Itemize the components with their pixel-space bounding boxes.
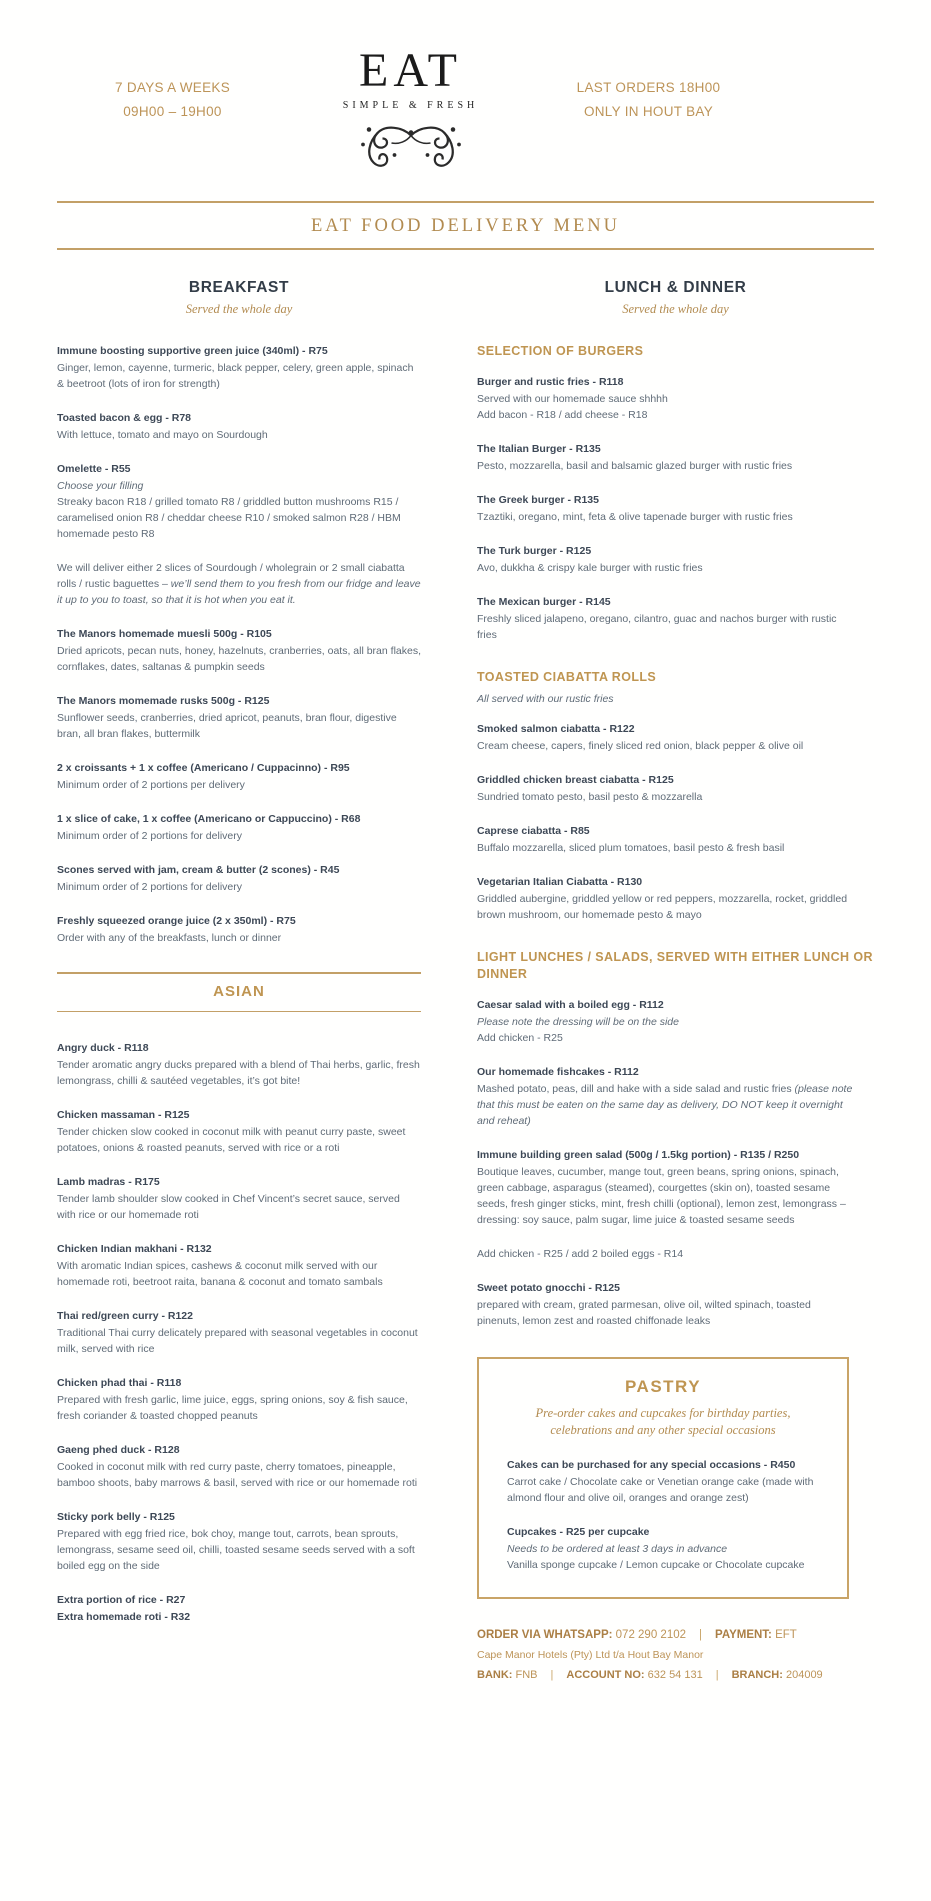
item-title: Thai red/green curry - R122 (57, 1310, 193, 1322)
menu-item (477, 1064, 855, 1129)
item-description: Streaky bacon R18 / grilled tomato R8 / griddled button mushrooms R15 / caramelised onion R8 / cheddar cheese R10 / smoked salmon R28 / HBM homemade pesto R8 (57, 496, 401, 540)
menu-columns (57, 280, 874, 1685)
menu-item (57, 1592, 421, 1625)
divider-rule-bottom (57, 248, 874, 250)
breakfast-section-header (57, 280, 421, 317)
branch-label: BRANCH: (731, 1669, 783, 1681)
pastry-box (477, 1357, 849, 1599)
page-title: EAT FOOD DELIVERY MENU (310, 216, 621, 236)
item-title: Angry duck - R118 (57, 1042, 149, 1054)
pastry-intro: Pre-order cakes and cupcakes for birthday parties, celebrations and any other special occasions (535, 1406, 791, 1437)
account-value: 632 54 131 (647, 1669, 703, 1681)
item-description: Carrot cake / Chocolate cake or Venetian orange cake (made with almond flour and olive oil, oranges and orange zest) (507, 1476, 814, 1504)
asian-section-header (57, 972, 421, 1012)
footer (477, 1625, 874, 1685)
item-title: Caesar salad with a boiled egg - R112 (477, 999, 664, 1011)
lunch-dinner-heading: LUNCH & DINNER (604, 279, 747, 296)
lunch-dinner-subtitle: Served the whole day (622, 302, 729, 316)
item-description: Freshly sliced jalapeno, oregano, cilantro, guac and nachos burger with rustic fries (477, 613, 837, 641)
item-description: Add chicken - R25 (477, 1032, 563, 1044)
item-description: With aromatic Indian spices, cashews & coconut milk served with our homemade roti, beetroot raita, banana & coconut and tomato sambals (57, 1260, 383, 1288)
item-description: Traditional Thai curry delicately prepared with seasonal vegetables in coconut milk, served with rice (57, 1327, 418, 1355)
opening-times: 09H00 – 19H00 (123, 104, 222, 119)
menu-item (57, 1375, 421, 1424)
footer-separator: | (715, 1669, 719, 1681)
item-description: Minimum order of 2 portions for delivery (57, 830, 242, 842)
item-description: Tender aromatic angry ducks prepared with a blend of Thai herbs, garlic, fresh lemongrass, chilli & sautéed vegetables, it’s got bite! (57, 1059, 420, 1087)
logo-title: EAT (359, 44, 462, 97)
menu-item (477, 772, 855, 805)
item-description: Sundried tomato pesto, basil pesto & mozzarella (477, 791, 703, 803)
item-description: Griddled aubergine, griddled yellow or red peppers, mozzarella, rocket, griddled brown mushroom, our homemade pesto & mayo (477, 893, 848, 921)
menu-item (57, 1442, 421, 1491)
item-title: Lamb madras - R175 (57, 1176, 160, 1188)
delivery-area: ONLY IN HOUT BAY (583, 104, 714, 119)
item-title: Immune boosting supportive green juice (340ml) - R75 (57, 345, 328, 357)
opening-days: 7 DAYS A WEEKS (115, 80, 230, 95)
menu-item (57, 461, 421, 542)
item-title: 1 x slice of cake, 1 x coffee (Americano or Cappuccino) - R68 (57, 813, 361, 825)
logo-subtitle: SIMPLE & FRESH (342, 100, 479, 111)
footer-order-line (477, 1625, 874, 1645)
menu-item (477, 721, 855, 754)
menu-item (57, 811, 421, 844)
menu-item (57, 693, 421, 742)
item-description: Boutique leaves, cucumber, mange tout, green beans, spring onions, spinach, green cabbage, asparagus (steamed), courgettes (skin on), toasted sesame seeds, fresh ginger sticks, mint, fresh chilli (optional), lemon zest, lemongrass – dressing: soy sauce, palm sugar, lime juice & toasted sesame seeds (477, 1166, 846, 1226)
item-title: Our homemade fishcakes - R112 (477, 1066, 639, 1078)
ciabatta-items (477, 721, 874, 923)
item-title: Extra portion of rice - R27 (57, 1594, 186, 1606)
item-description: Tender lamb shoulder slow cooked in Chef Vincent’s secret sauce, served with rice or our homemade roti (57, 1193, 400, 1221)
item-title: Scones served with jam, cream & butter (2 scones) - R45 (57, 864, 340, 876)
menu-item (507, 1457, 819, 1506)
bank-label: BANK: (477, 1669, 513, 1681)
item-description: Dried apricots, pecan nuts, honey, hazelnuts, cranberries, oats, all bran flakes, cornflakes, dates, saltanas & pumpkin seeds (57, 645, 421, 673)
pastry-items (507, 1457, 819, 1573)
item-description: Tender chicken slow cooked in coconut milk with peanut curry paste, sweet potatoes, onions & roasted peanuts, served with rice or a roti (57, 1126, 406, 1154)
item-title: The Greek burger - R135 (477, 494, 599, 506)
item-title: Toasted bacon & egg - R78 (57, 412, 191, 424)
account-label: ACCOUNT NO: (566, 1669, 645, 1681)
menu-item (57, 1174, 421, 1223)
item-description: Tzaztiki, oregano, mint, feta & olive tapenade burger with rustic fries (477, 511, 793, 523)
item-description: Vanilla sponge cupcake / Lemon cupcake or Chocolate cupcake (507, 1559, 805, 1571)
item-title: Cupcakes - R25 per cupcake (507, 1526, 650, 1538)
item-title: The Manors momemade rusks 500g - R125 (57, 695, 270, 707)
branch-value: 204009 (785, 1669, 823, 1681)
footer-separator: | (550, 1669, 554, 1681)
flourish-icon (305, 122, 517, 175)
lunch-dinner-section-header (477, 280, 874, 317)
light-lunch-items (477, 997, 874, 1329)
menu-item (477, 441, 855, 474)
menu-item (57, 343, 421, 392)
item-description: Prepared with egg fried rice, bok choy, mange tout, carrots, bean sprouts, lemongrass, sesame seed oil, chilli, toasted sesame seeds served with a soft boiled egg on the side (57, 1528, 415, 1572)
menu-item (57, 913, 421, 946)
item-title: Burger and rustic fries - R118 (477, 376, 624, 388)
item-title: Immune building green salad (500g / 1.5kg portion) - R135 / R250 (477, 1149, 800, 1161)
menu-item (507, 1524, 819, 1573)
breakfast-subtitle: Served the whole day (185, 302, 293, 316)
menu-item (57, 862, 421, 895)
menu-title-band (57, 201, 874, 250)
menu-item (477, 543, 855, 576)
menu-item (57, 1241, 421, 1290)
header (0, 0, 931, 175)
item-title: Griddled chicken breast ciabatta - R125 (477, 774, 674, 786)
item-description: Order with any of the breakfasts, lunch or dinner (57, 932, 282, 944)
ciabatta-heading: TOASTED CIABATTA ROLLS (477, 670, 657, 684)
item-description: Avo, dukkha & crispy kale burger with rustic fries (477, 562, 703, 574)
ciabatta-note: All served with our rustic fries (477, 693, 614, 705)
item-title: Gaeng phed duck - R128 (57, 1444, 180, 1456)
item-title: Smoked salmon ciabatta - R122 (477, 723, 635, 735)
item-title: 2 x croissants + 1 x coffee (Americano / Cuppacinno) - R95 (57, 762, 350, 774)
light-lunches-heading: LIGHT LUNCHES / SALADS, SERVED WITH EITHER LUNCH OR DINNER (477, 950, 873, 981)
item-title: The Italian Burger - R135 (477, 443, 601, 455)
footer-company: Cape Manor Hotels (Pty) Ltd t/a Hout Bay Manor (477, 1649, 704, 1661)
item-description: prepared with cream, grated parmesan, olive oil, wilted spinach, toasted pinenuts, lemon zest and roasted chiffonade leaks (477, 1299, 811, 1327)
item-title: The Mexican burger - R145 (477, 596, 611, 608)
footer-separator: | (699, 1629, 703, 1641)
menu-item (57, 626, 421, 675)
item-description: Ginger, lemon, cayenne, turmeric, black pepper, celery, green apple, spinach & beetroot (lots of iron for strength) (57, 362, 414, 390)
whatsapp-number: 072 290 2102 (615, 1629, 687, 1641)
menu-item (57, 1107, 421, 1156)
menu-item (477, 1246, 855, 1262)
item-title: Cakes can be purchased for any special occasions - R450 (507, 1459, 796, 1471)
item-description: Pesto, mozzarella, basil and balsamic glazed burger with rustic fries (477, 460, 793, 472)
item-description: Please note the dressing will be on the side (477, 1016, 679, 1028)
order-info (543, 76, 755, 124)
menu-item (477, 823, 855, 856)
item-description: Add chicken - R25 / add 2 boiled eggs - R14 (477, 1248, 684, 1260)
asian-items (57, 1040, 421, 1625)
menu-item (57, 410, 421, 443)
item-description: Add bacon - R18 / add cheese - R18 (477, 409, 648, 421)
item-description: Cooked in coconut milk with red curry paste, cherry tomatoes, pineapple, bamboo shoots, baby marrows & basil, served with rice or our homemade roti (57, 1461, 418, 1489)
last-orders: LAST ORDERS 18H00 (576, 80, 721, 95)
asian-rule-bottom (57, 1011, 421, 1013)
burger-items (477, 374, 874, 643)
menu-item (477, 1280, 855, 1329)
bank-value: FNB (515, 1669, 538, 1681)
asian-heading: ASIAN (213, 982, 265, 1000)
item-title: Sweet potato gnocchi - R125 (477, 1282, 620, 1294)
menu-item (477, 374, 855, 423)
opening-hours (67, 76, 279, 124)
item-description: Needs to be ordered at least 3 days in advance (507, 1543, 728, 1555)
left-column (57, 280, 421, 1685)
whatsapp-label: ORDER VIA WHATSAPP: (477, 1629, 613, 1641)
payment-label: PAYMENT: (715, 1629, 772, 1641)
item-description: We will deliver either 2 slices of Sourdough / wholegrain or 2 small ciabatta rolls / rustic baguettes – we’ll send them to you fresh from our fridge and leave it up to you to toast, so that it is hot when you eat it. (57, 562, 421, 606)
item-title: Omelette - R55 (57, 463, 131, 475)
footer-bank-line (477, 1665, 874, 1685)
logo (305, 46, 517, 175)
payment-value: EFT (775, 1629, 797, 1641)
menu-item (57, 1509, 421, 1574)
item-title: Chicken Indian makhani - R132 (57, 1243, 212, 1255)
menu-item (57, 1308, 421, 1357)
menu-item (477, 997, 855, 1046)
item-description: Extra homemade roti - R32 (57, 1611, 191, 1623)
item-description: With lettuce, tomato and mayo on Sourdough (57, 429, 268, 441)
item-description: Served with our homemade sauce shhhh (477, 393, 668, 405)
item-title: Chicken phad thai - R118 (57, 1377, 182, 1389)
item-description: Buffalo mozzarella, sliced plum tomatoes, basil pesto & fresh basil (477, 842, 785, 854)
item-description: Choose your filling (57, 480, 144, 492)
breakfast-items (57, 343, 421, 946)
item-description: Mashed potato, peas, dill and hake with a side salad and rustic fries (please note that this must be eaten on the same day as delivery, DO NOT keep it overnight and reheat) (477, 1083, 853, 1127)
item-title: The Turk burger - R125 (477, 545, 592, 557)
menu-item (57, 1040, 421, 1089)
item-description: Prepared with fresh garlic, lime juice, eggs, spring onions, soy & fish sauce, fresh coriander & toasted chopped peanuts (57, 1394, 408, 1422)
item-title: Chicken massaman - R125 (57, 1109, 190, 1121)
right-column (477, 280, 874, 1685)
burgers-heading: SELECTION OF BURGERS (477, 344, 644, 358)
breakfast-heading: BREAKFAST (188, 279, 290, 296)
item-description: Cream cheese, capers, finely sliced red onion, black pepper & olive oil (477, 740, 804, 752)
item-title: Freshly squeezed orange juice (2 x 350ml) - R75 (57, 915, 296, 927)
menu-item (477, 594, 855, 643)
item-title: Vegetarian Italian Ciabatta - R130 (477, 876, 643, 888)
item-description: Minimum order of 2 portions per delivery (57, 779, 245, 791)
menu-item (477, 874, 855, 923)
menu-item (477, 1147, 855, 1228)
menu-item (57, 760, 421, 793)
menu-item (477, 492, 855, 525)
item-description: Minimum order of 2 portions for delivery (57, 881, 242, 893)
item-title: The Manors homemade muesli 500g - R105 (57, 628, 272, 640)
item-title: Sticky pork belly - R125 (57, 1511, 175, 1523)
item-title: Caprese ciabatta - R85 (477, 825, 590, 837)
item-description: Sunflower seeds, cranberries, dried apricot, peanuts, bran flour, digestive bran, all bran flakes, buttermilk (57, 712, 397, 740)
pastry-heading: PASTRY (624, 1377, 702, 1396)
menu-item (57, 560, 421, 608)
